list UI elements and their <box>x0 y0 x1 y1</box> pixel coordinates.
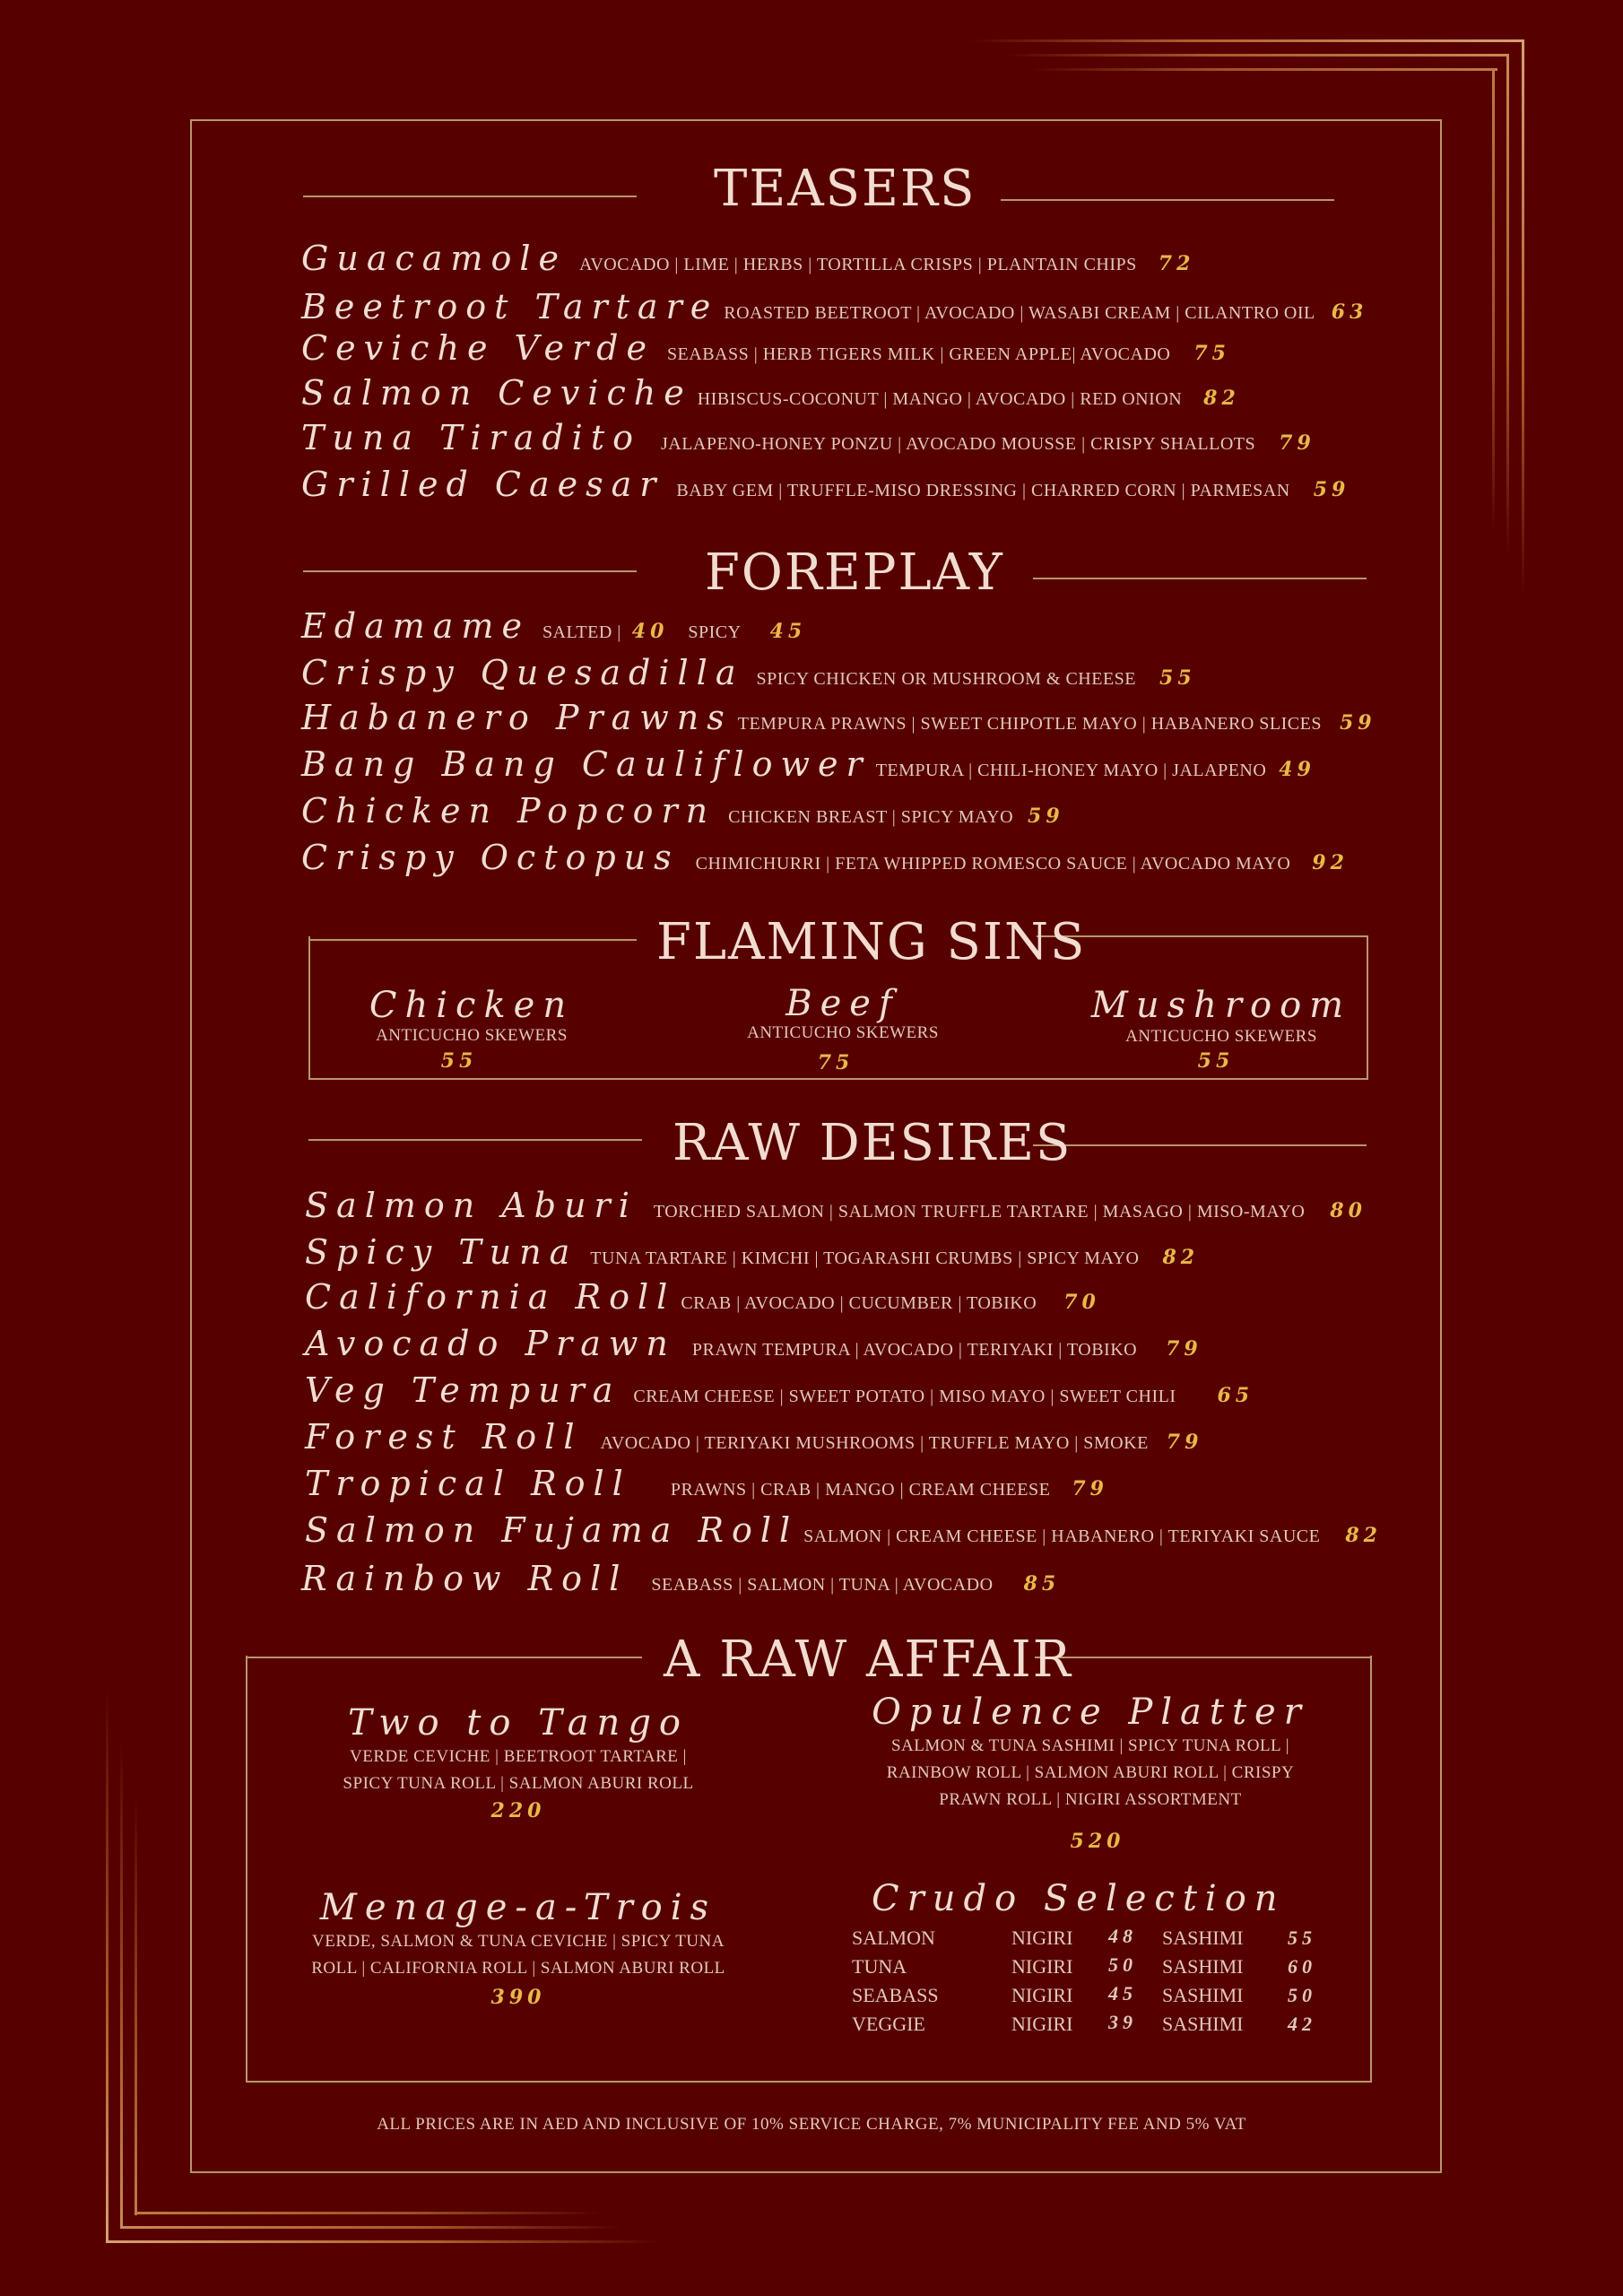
item-desc: SALMON | CREAM CHEESE | HABANERO | TERIYAKI SAUCE <box>803 1526 1321 1546</box>
item-desc: SEABASS | HERB TIGERS MILK | GREEN APPLE| AVOCADO <box>666 344 1171 364</box>
foreplay-item-crispy-octopus <box>301 838 1349 877</box>
item-desc: PRAWN TEMPURA | AVOCADO | TERIYAKI | TOBIKO <box>691 1340 1138 1360</box>
raw-desires-item-salmon-aburi <box>305 1186 1367 1225</box>
item-price: 79 <box>1279 431 1315 455</box>
item-name: Chicken Popcorn <box>301 791 716 831</box>
item-desc: AVOCADO | LIME | HERBS | TORTILLA CRISPS | PLANTAIN CHIPS <box>578 255 1137 274</box>
item-name: Rainbow Roll <box>301 1559 629 1598</box>
item-price: 85 <box>1023 1572 1061 1596</box>
edamame-spicy-price: 45 <box>769 620 807 643</box>
flaming-sins-item-beef <box>747 983 939 1074</box>
item-desc: CREAM CHEESE | SWEET POTATO | MISO MAYO | SWEET CHILI <box>633 1387 1176 1406</box>
foreplay-item-bang-bang-cauliflower <box>301 744 1315 784</box>
edamame-salted-label: SALTED | <box>542 622 621 642</box>
item-name: Avocado Prawn <box>305 1324 676 1363</box>
item-price: 72 <box>1158 252 1195 275</box>
item-price: 59 <box>1340 711 1376 735</box>
crudo-sashimi-label: SASHIMI <box>1162 2013 1244 2035</box>
crudo-sashimi-label: SASHIMI <box>1162 1926 1244 1949</box>
crudo-nigiri-price: 45 <box>1108 1982 1137 2005</box>
crudo-selection-title: Crudo Selection <box>872 1878 1286 1919</box>
teaser-item-salmon-ceviche <box>301 373 1240 413</box>
teaser-item-beetroot-tartare <box>301 287 1367 326</box>
item-price: 55 <box>1197 1049 1235 1073</box>
item-name: Chicken <box>369 985 575 1026</box>
item-name: Forest Roll <box>305 1417 583 1457</box>
item-price: 80 <box>1330 1199 1367 1222</box>
platter-name: Two to Tango <box>347 1702 690 1744</box>
teasers-title: TEASERS <box>714 160 976 218</box>
edamame-spicy-label: SPICY <box>688 622 742 642</box>
item-name: Veg Tempura <box>305 1370 621 1410</box>
crudo-nigiri-label: NIGIRI <box>1011 1955 1073 1978</box>
platter-desc-line2: ROLL | CALIFORNIA ROLL | SALMON ABURI ROLL <box>311 1959 725 1978</box>
crudo-nigiri-price: 48 <box>1108 1925 1137 1947</box>
raw-desires-item-forest-roll <box>305 1417 1202 1457</box>
platter-desc-line1: VERDE CEVICHE | BEETROOT TARTARE | <box>350 1747 687 1766</box>
item-desc: SEABASS | SALMON | TUNA | AVOCADO <box>651 1575 994 1595</box>
item-price: 79 <box>1166 1337 1202 1361</box>
item-desc: ANTICUCHO SKEWERS <box>1125 1027 1317 1046</box>
item-name: Tuna Tiradito <box>301 418 641 457</box>
item-price: 82 <box>1345 1524 1382 1547</box>
platter-desc-line1: VERDE, SALMON & TUNA CEVICHE | SPICY TUNA <box>312 1932 725 1951</box>
platter-desc-line2: RAINBOW ROLL | SALMON ABURI ROLL | CRISPY <box>886 1763 1295 1782</box>
item-price: 65 <box>1217 1384 1254 1407</box>
crudo-nigiri-label: NIGIRI <box>1011 2013 1073 2035</box>
item-name: Crispy Octopus <box>301 838 680 877</box>
item-price: 49 <box>1279 758 1315 781</box>
item-price: 82 <box>1203 387 1240 410</box>
item-desc: ANTICUCHO SKEWERS <box>747 1023 939 1042</box>
raw-desires-item-avocado-prawn <box>305 1324 1202 1363</box>
item-desc: SPICY CHICKEN OR MUSHROOM & CHEESE <box>756 669 1137 689</box>
item-desc: ANTICUCHO SKEWERS <box>376 1026 568 1045</box>
flaming-sins-item-mushroom <box>1091 985 1351 1073</box>
crudo-sashimi-price: 42 <box>1288 2013 1316 2035</box>
teasers-rule-right <box>1001 199 1334 201</box>
platter-desc-line1: SALMON & TUNA SASHIMI | SPICY TUNA ROLL | <box>890 1736 1290 1755</box>
item-price: 63 <box>1331 300 1368 324</box>
item-desc: JALAPENO-HONEY PONZU | AVOCADO MOUSSE | CRISPY SHALLOTS <box>660 434 1256 454</box>
item-name: Grilled Caesar <box>301 465 664 504</box>
crudo-sashimi-label: SASHIMI <box>1162 1984 1244 2006</box>
platter-name: Menage-a-Trois <box>319 1887 717 1928</box>
raw-affair-rule-right <box>1035 1657 1372 1658</box>
crudo-fish: SALMON <box>852 1926 935 1949</box>
platter-two-to-tango <box>343 1702 693 1822</box>
item-price: 55 <box>1159 666 1196 690</box>
crudo-nigiri-price: 50 <box>1108 1953 1137 1976</box>
flaming-sins-item-chicken <box>369 985 574 1073</box>
item-desc: ROASTED BEETROOT | AVOCADO | WASABI CREAM | CILANTRO OIL <box>724 303 1315 323</box>
item-name: Salmon Aburi <box>305 1186 638 1225</box>
item-price: 92 <box>1312 851 1349 874</box>
platter-desc-line2: SPICY TUNA ROLL | SALMON ABURI ROLL <box>343 1774 694 1793</box>
item-desc: BABY GEM | TRUFFLE-MISO DRESSING | CHARRED CORN | PARMESAN <box>676 481 1290 500</box>
raw-desires-item-veg-tempura <box>305 1370 1254 1410</box>
crudo-nigiri-label: NIGIRI <box>1011 1984 1073 2006</box>
platter-menage-a-trois <box>311 1887 725 2009</box>
item-name: Crispy Quesadilla <box>301 653 744 692</box>
raw-affair-title: A RAW AFFAIR <box>664 1631 1072 1689</box>
crudo-sashimi-price: 50 <box>1288 1984 1316 2006</box>
edamame-salted-price: 40 <box>631 620 669 643</box>
item-name: Edamame <box>301 606 530 646</box>
item-name: Mushroom <box>1090 985 1352 1026</box>
item-desc: CHICKEN BREAST | SPICY MAYO <box>728 807 1014 827</box>
platter-price: 220 <box>490 1799 546 1822</box>
crudo-fish: SEABASS <box>852 1984 939 2006</box>
crudo-nigiri-price: 39 <box>1108 2011 1137 2033</box>
raw-desires-item-spicy-tuna <box>305 1232 1199 1272</box>
platter-name: Opulence Platter <box>872 1692 1309 1733</box>
item-price: 79 <box>1072 1477 1108 1500</box>
foreplay-rule-right <box>1033 578 1367 579</box>
price-disclaimer: ALL PRICES ARE IN AED AND INCLUSIVE OF 10% SERVICE CHARGE, 7% MUNICIPALITY FEE AND 5% VAT <box>377 2115 1246 2134</box>
flaming-sins-rule-right <box>1037 935 1368 937</box>
item-price: 55 <box>440 1049 478 1073</box>
item-desc: TEMPURA | CHILI-HONEY MAYO | JALAPENO <box>875 761 1267 780</box>
raw-desires-rule-right <box>1033 1144 1367 1146</box>
crudo-fish: VEGGIE <box>852 2013 925 2035</box>
foreplay-item-edamame <box>301 606 806 646</box>
raw-desires-item-california-roll <box>305 1277 1100 1317</box>
item-name: Salmon Ceviche <box>301 373 692 413</box>
raw-desires-item-rainbow-roll <box>301 1559 1060 1598</box>
item-price: 79 <box>1166 1431 1203 1454</box>
item-name: Bang Bang Cauliflower <box>301 744 871 784</box>
raw-desires-item-salmon-fujama-roll <box>305 1510 1382 1550</box>
item-price: 59 <box>1313 478 1350 501</box>
teasers-rule-left <box>303 196 637 197</box>
flaming-sins-rule-left <box>308 939 637 941</box>
crudo-sashimi-label: SASHIMI <box>1162 1955 1244 1978</box>
item-price: 75 <box>817 1051 855 1074</box>
foreplay-item-habanero-prawns <box>301 698 1376 737</box>
crudo-fish: TUNA <box>852 1955 907 1978</box>
foreplay-item-crispy-quesadilla <box>301 653 1196 692</box>
teaser-item-tuna-tiradito <box>301 418 1315 457</box>
crudo-nigiri-label: NIGIRI <box>1011 1926 1073 1949</box>
item-name: Beetroot Tartare <box>301 287 719 326</box>
item-desc: CHIMICHURRI | FETA WHIPPED ROMESCO SAUCE | AVOCADO MAYO <box>695 854 1291 874</box>
item-price: 70 <box>1063 1291 1100 1314</box>
item-desc: PRAWNS | CRAB | MANGO | CREAM CHEESE <box>670 1480 1051 1500</box>
item-name: California Roll <box>305 1277 676 1317</box>
raw-affair-rule-left <box>246 1657 642 1658</box>
teaser-item-guacamole <box>301 239 1194 278</box>
item-desc: TEMPURA PRAWNS | SWEET CHIPOTLE MAYO | HABANERO SLICES <box>737 714 1322 734</box>
crudo-sashimi-price: 55 <box>1288 1926 1316 1949</box>
platter-price: 390 <box>490 1986 546 2009</box>
item-name: Spicy Tuna <box>305 1232 578 1272</box>
foreplay-rule-left <box>303 570 637 572</box>
item-name: Tropical Roll <box>305 1464 631 1503</box>
raw-desires-item-tropical-roll <box>305 1464 1108 1503</box>
item-price: 82 <box>1162 1246 1200 1269</box>
teaser-item-grilled-caesar <box>301 465 1350 504</box>
item-desc: TUNA TARTARE | KIMCHI | TOGARASHI CRUMBS | SPICY MAYO <box>590 1248 1140 1268</box>
item-desc: HIBISCUS-COCONUT | MANGO | AVOCADO | RED ONION <box>697 389 1183 409</box>
item-desc: TORCHED SALMON | SALMON TRUFFLE TARTARE | MASAGO | MISO-MAYO <box>653 1202 1306 1222</box>
item-desc: CRAB | AVOCADO | CUCUMBER | TOBIKO <box>681 1293 1037 1313</box>
item-price: 75 <box>1193 342 1230 365</box>
flaming-sins-title: FLAMING SINS <box>656 913 1087 971</box>
item-name: Ceviche Verde <box>301 328 655 368</box>
raw-desires-rule-left <box>308 1139 642 1141</box>
platter-opulence <box>872 1692 1309 1853</box>
item-name: Beef <box>785 983 900 1024</box>
platter-price: 520 <box>1070 1830 1125 1853</box>
item-name: Guacamole <box>301 239 567 278</box>
platter-desc-line3: PRAWN ROLL | NIGIRI ASSORTMENT <box>939 1790 1242 1809</box>
item-name: Habanero Prawns <box>301 698 733 737</box>
raw-desires-title: RAW DESIRES <box>673 1114 1072 1172</box>
teaser-item-ceviche-verde <box>301 328 1230 368</box>
foreplay-title: FOREPLAY <box>705 544 1004 602</box>
item-price: 59 <box>1028 804 1064 828</box>
crudo-sashimi-price: 60 <box>1288 1955 1316 1978</box>
item-desc: AVOCADO | TERIYAKI MUSHROOMS | TRUFFLE MAYO | SMOKE <box>600 1433 1149 1453</box>
item-name: Salmon Fujama Roll <box>305 1510 799 1550</box>
foreplay-item-chicken-popcorn <box>301 791 1064 831</box>
